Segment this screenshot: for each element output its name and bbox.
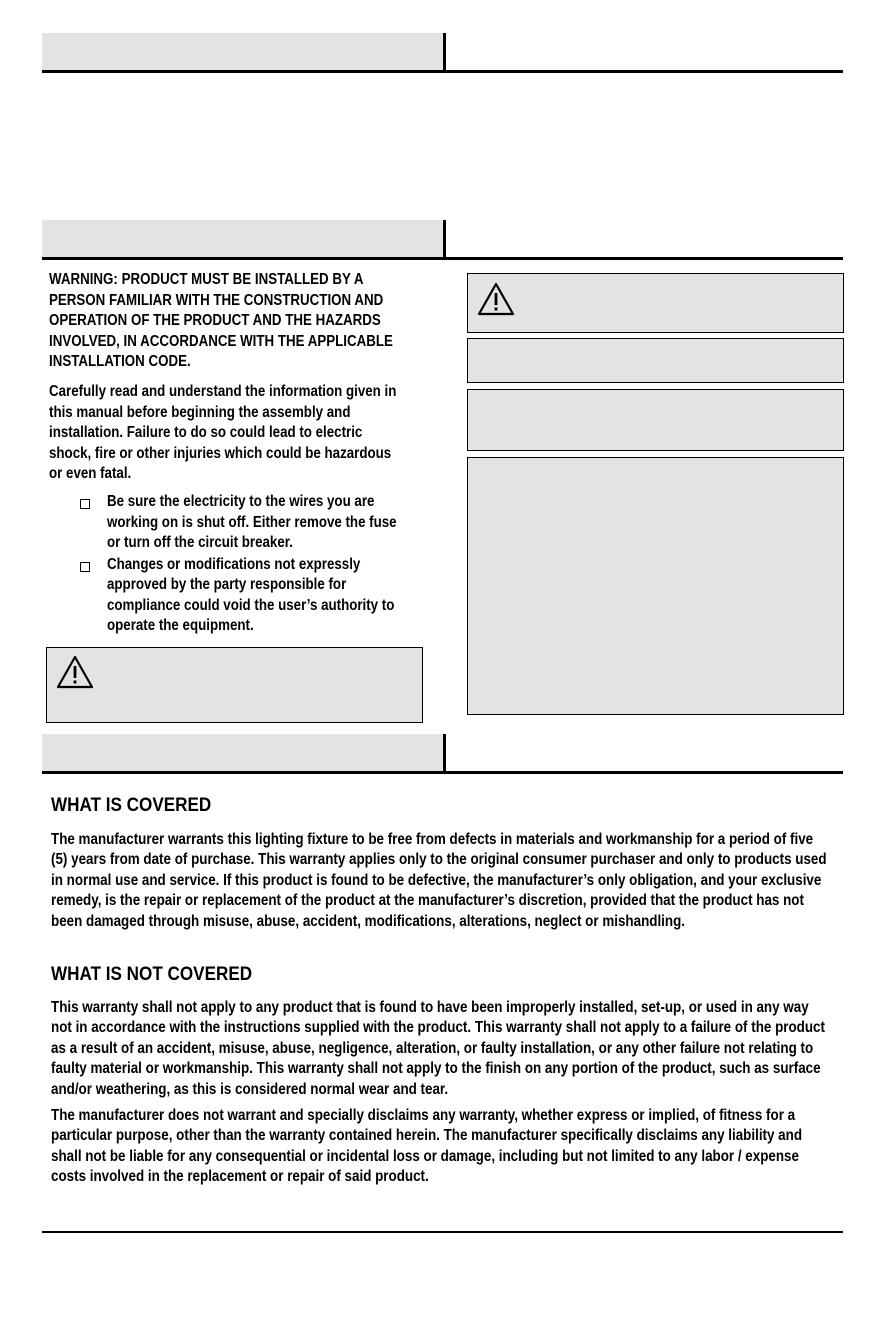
notice-box-3 — [467, 457, 844, 715]
section-header-divider — [443, 734, 446, 774]
notice-box-2 — [467, 389, 844, 451]
safety-bullet-list — [80, 492, 410, 637]
bullet-text: Changes or modifications not expressly approved by the party responsible for compliance could void the user’s authority to operate the equipment. — [107, 555, 395, 634]
notice-box-1 — [467, 338, 844, 383]
caution-box-right — [467, 273, 844, 333]
section-header-rule — [42, 257, 843, 260]
covered-heading: WHAT IS COVERED — [51, 795, 212, 816]
bullet-text: Be sure the electricity to the wires you are working on is shut off. Either remove the fuse or turn off the circuit breaker. — [107, 493, 397, 551]
covered-paragraph: The manufacturer warrants this lighting fixture to be free from defects in materials and workmanship for a period of five (5) years from date of purchase. This warranty applies only to the original consumer purchaser and only to products used in normal use and service. If this product is found to be defective, the manufacturer’s only obligation, and your exclusive remedy, is the repair or replacement of the product at the manufacturer’s discretion, provided that the product has not been damaged through misuse, abuse, accident, modifications, alterations, neglect or mishandling. — [51, 831, 827, 930]
section-header-divider — [443, 33, 446, 73]
section-header-3 — [42, 734, 843, 774]
read-manual-paragraph: Carefully read and understand the information given in this manual before beginning the assembly and installation. Failure to do so could lead to electric shock, fire or other injuries which could be hazardous or even fatal. — [49, 383, 397, 482]
warning-text: PRODUCT MUST BE INSTALLED BY A PERSON FAMILIAR WITH THE CONSTRUCTION AND OPERATION OF THE PRODUCT AND THE HAZARDS INVOLVED, IN ACCORDANCE WITH THE APPLICABLE INSTALLATION CODE. — [49, 271, 393, 370]
not-covered-paragraph-1: This warranty shall not apply to any product that is found to have been improperly installed, set-up, or used in any way not in accordance with the instructions supplied with the product. This warranty shall not apply to a failure of the product as a result of an accident, misuse, abuse, negligence, alteration, or faulty installation, or any other failure not relating to faulty material or workmanship. This warranty shall not apply to the finish on any portion of the product, such as surface and/or weathering, as this is considered normal wear and tear. — [51, 999, 825, 1098]
section-header-fill — [42, 734, 443, 771]
section-header-divider — [443, 220, 446, 260]
section-header-rule — [42, 70, 843, 73]
section-header-fill — [42, 220, 443, 257]
checkbox-bullet-icon — [80, 562, 90, 572]
warning-lead: WARNING: — [49, 271, 118, 288]
list-item — [80, 555, 410, 637]
warning-triangle-icon — [56, 655, 94, 689]
warning-triangle-icon — [477, 282, 515, 316]
list-item — [80, 492, 410, 554]
caution-box-left — [46, 647, 423, 723]
section-header-1 — [42, 33, 843, 73]
section-header-rule — [42, 771, 843, 774]
installation-warning — [49, 270, 393, 373]
checkbox-bullet-icon — [80, 499, 90, 509]
section-header-fill — [42, 33, 443, 70]
not-covered-paragraph-2: The manufacturer does not warrant and specially disclaims any warranty, whether express or implied, of fitness for a particular purpose, other than the warranty contained herein. The manufacturer specifically disclaims any liability and shall not be liable for any consequential or incidental loss or damage, including but not limited to any labor / expense costs involved in the replacement or repair of said product. — [51, 1107, 803, 1186]
footer-rule — [42, 1231, 843, 1233]
section-header-2 — [42, 220, 843, 260]
not-covered-heading: WHAT IS NOT COVERED — [51, 964, 253, 985]
